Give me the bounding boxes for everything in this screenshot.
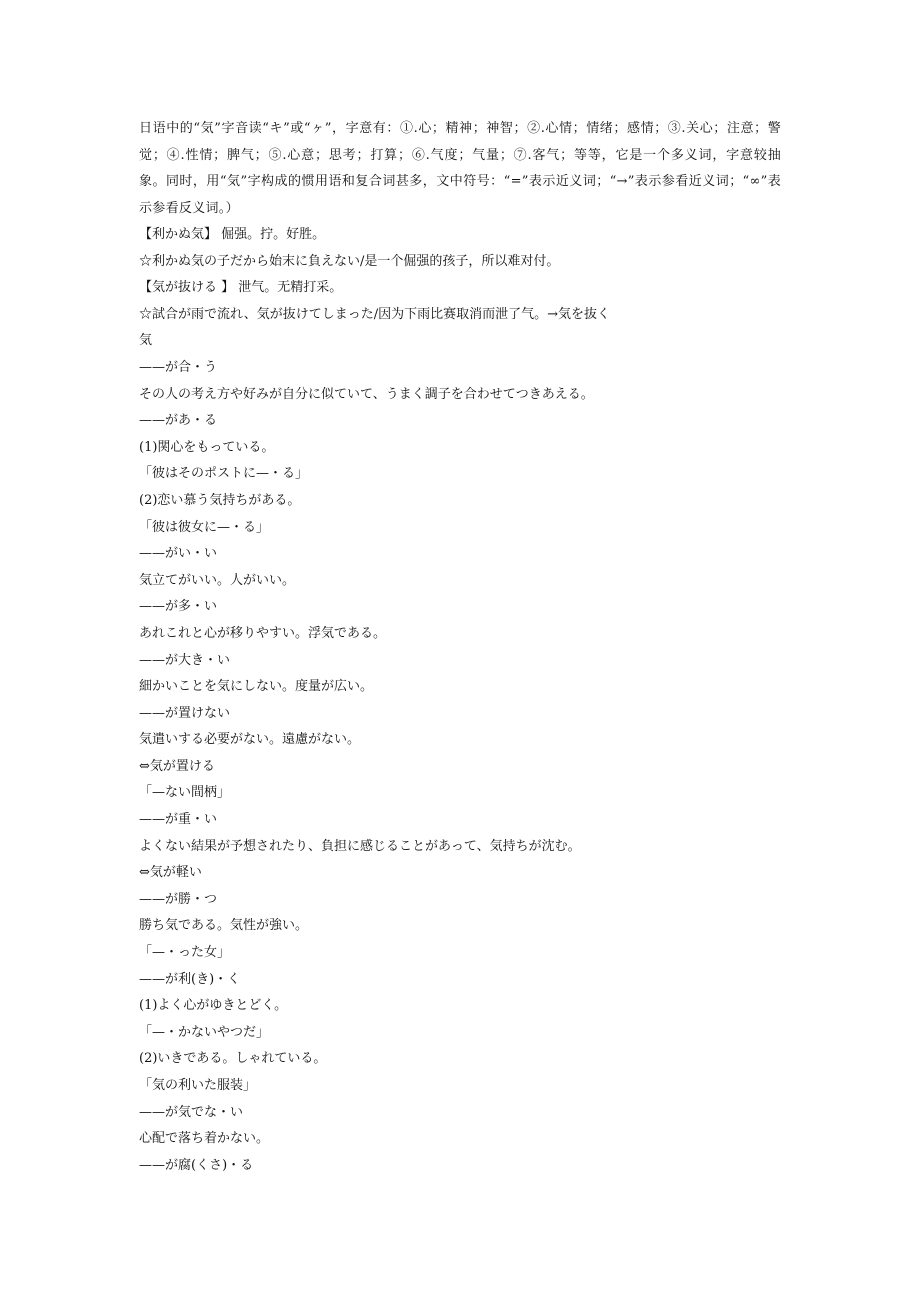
entry-line: (1)よく心がゆきとどく。 xyxy=(139,998,288,1014)
entry-line: 心配で落ち着かない。 xyxy=(139,1131,270,1147)
entry-line: ——が重・い xyxy=(139,812,218,828)
entry-line: 「彼は彼女に—・る」 xyxy=(139,519,270,535)
entry-line: 【利かぬ気】 倔强。拧。好胜。 xyxy=(139,227,326,242)
entry-line: 【気が抜ける 】 泄气。无精打采。 xyxy=(139,280,343,296)
entry-line: 勝ち気である。気性が強い。 xyxy=(139,918,309,934)
entry-list xyxy=(139,222,781,1179)
entry-line: ——が置けない xyxy=(139,705,231,721)
entry-line: ——が大き・い xyxy=(139,652,231,668)
entry-line: (2)いきである。しゃれている。 xyxy=(139,1051,327,1067)
entry-line: ——がい・い xyxy=(139,546,218,562)
entry-line: ⇔気が置ける xyxy=(139,758,215,774)
entry-line: ——が利(き)・く xyxy=(139,971,241,987)
entry-line: 「—・った女」 xyxy=(139,945,231,961)
entry-line: よくない結果が予想されたり、負担に感じることがあって、気持ちが沈む。 xyxy=(139,838,581,854)
entry-line: ——が勝・つ xyxy=(139,891,218,907)
entry-line: ⇔気が軽い xyxy=(139,865,202,881)
entry-line: 「彼はそのポストに—・る」 xyxy=(139,466,309,482)
entry-line: 「気の利いた服装」 xyxy=(139,1078,257,1093)
entry-line: (1)関心をもっている。 xyxy=(139,439,275,455)
entry-line: ☆利かぬ気の子だから始末に負えない/是一个倔强的孩子，所以难对付。 xyxy=(139,253,560,269)
entry-line: 気 xyxy=(139,333,153,349)
entry-line: 細かいことを気にしない。度量が広い。 xyxy=(139,679,374,695)
document-page xyxy=(139,116,781,1179)
entry-line: ——が気でな・い xyxy=(139,1104,244,1120)
entry-line: ——が合・う xyxy=(139,359,218,375)
entry-line: 「—ない間柄」 xyxy=(139,785,231,801)
entry-line: ——があ・る xyxy=(139,413,218,429)
entry-line: 「—・かないやつだ」 xyxy=(139,1024,270,1040)
entry-line: 気立てがいい。人がいい。 xyxy=(139,572,296,588)
entry-line: ——が腐(くさ)・る xyxy=(139,1157,254,1173)
intro-paragraph: 日语中的“気”字音读“キ”或“ヶ”，字意有：①.心；精神；神智；②.心情；情绪；感情；③.关心；注意；警觉；④.性情；脾气；⑤.心意；思考；打算；⑥.气度；气量；⑦.客气；等等，它是一个多义词，字意较抽象。同时，用“気”字构成的惯用语和复合词甚多，文中符号：“=”表示近义词；“→”表示参看近义词；“∞”表示参看反义词。） xyxy=(139,121,781,216)
entry-line: ——が多・い xyxy=(139,599,218,615)
entry-line: あれこれと心が移りやすい。浮気である。 xyxy=(139,625,387,641)
entry-line: (2)恋い慕う気持ちがある。 xyxy=(139,492,301,508)
entry-line: 気遣いする必要がない。遠慮がない。 xyxy=(139,732,361,748)
entry-line: その人の考え方や好みが自分に似ていて、うまく調子を合わせてつきあえる。 xyxy=(139,386,594,402)
entry-line: ☆試合が雨で流れ、気が抜けてしまった/因为下雨比赛取消而泄了气。→気を抜く xyxy=(139,306,611,322)
